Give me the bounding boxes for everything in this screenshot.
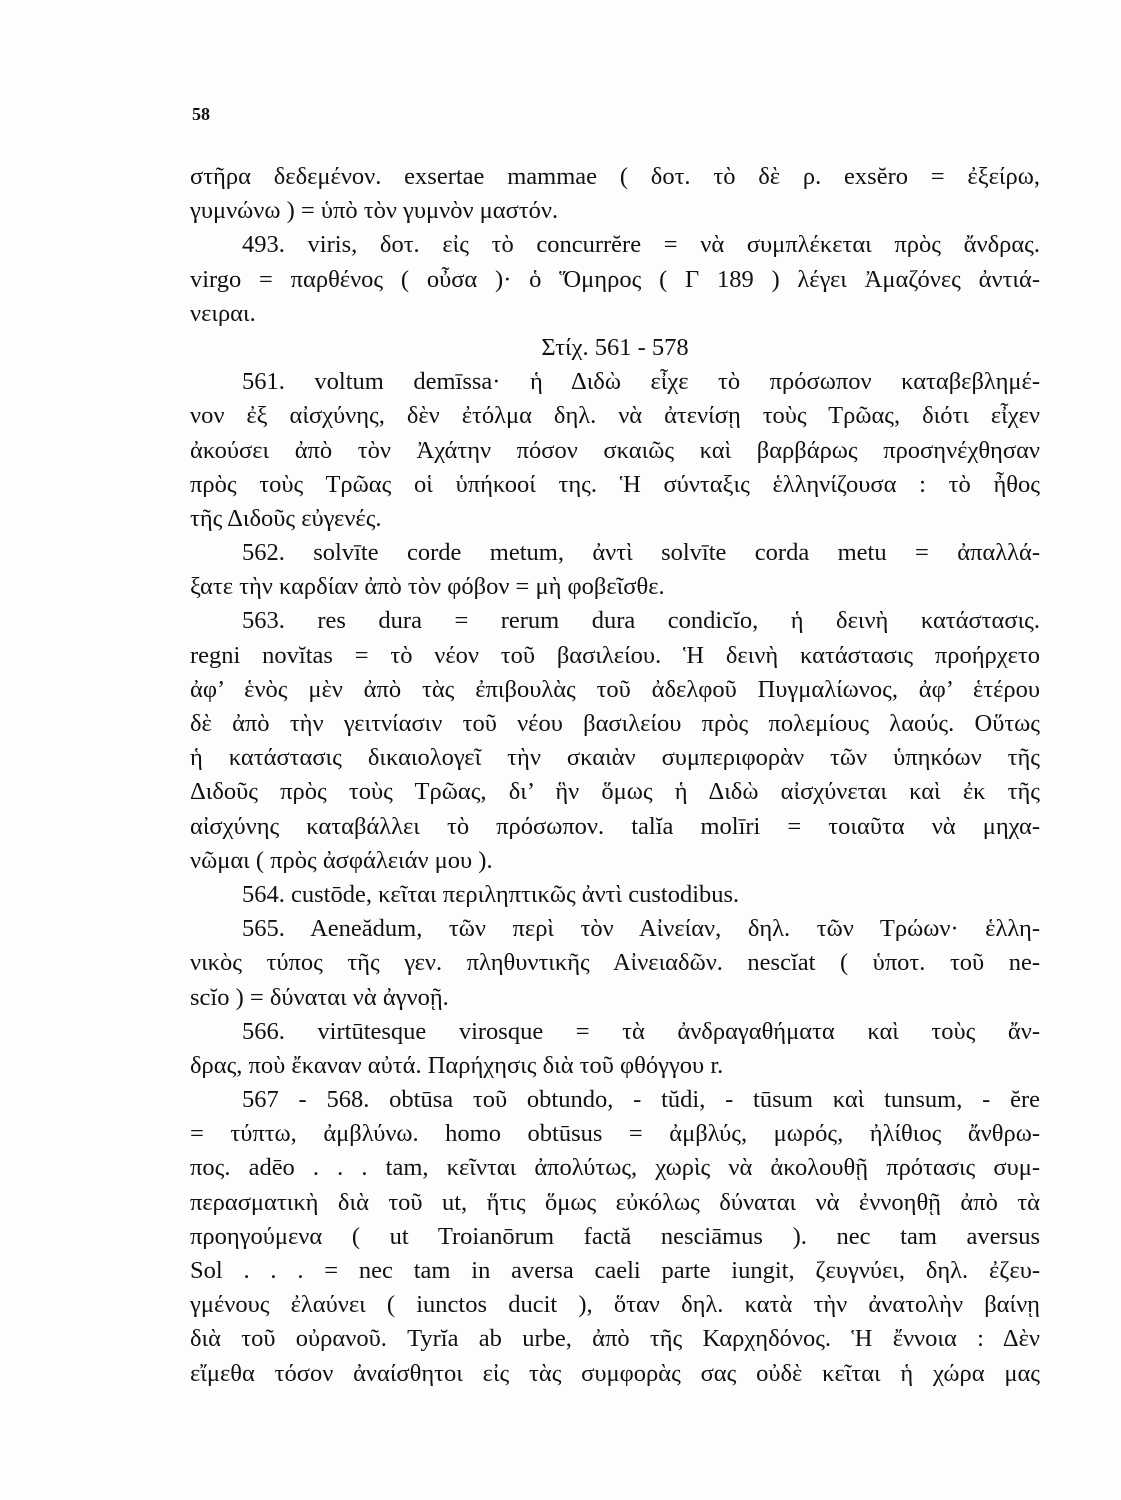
- text-line: = τύπτω, ἀμβλύνω. homo obtūsus = ἀμβλύς, μωρός, ἠλίθιος ἄνθρω-: [190, 1120, 1040, 1148]
- text-line: 564. custōde, κεῖται περιληπτικῶς ἀντὶ custodibus.: [242, 880, 740, 908]
- text-line: virgo = παρθένος ( οὖσα )· ὁ Ὅμηρος ( Γ 189 ) λέγει Ἀμαζόνες ἀντιά-: [190, 265, 1040, 293]
- text-line: νειραι.: [190, 299, 256, 327]
- text-line: γμένους ἐλαύνει ( iunctos ducit ), ὅταν δηλ. κατὰ τὴν ἀνατολὴν βαίνῃ: [190, 1291, 1040, 1319]
- text-line: περασματικὴ διὰ τοῦ ut, ἥτις ὅμως εὐκόλως δύναται νὰ ἐννοηθῇ ἀπὸ τὰ: [190, 1188, 1040, 1216]
- commentary-text: [190, 160, 1040, 1391]
- text-line: Διδοῦς πρὸς τοὺς Τρῶας, δι’ ἣν ὅμως ἡ Διδὼ αἰσχύνεται καὶ ἐκ τῆς: [190, 778, 1040, 806]
- text-line: scĭo ) = δύναται νὰ ἀγνοῇ.: [190, 983, 449, 1011]
- text-line: νῶμαι ( πρὸς ἀσφάλειάν μου ).: [190, 846, 493, 874]
- text-line: αἰσχύνης καταβάλλει τὸ πρόσωπον. talĭa molīri = τοιαῦτα νὰ μηχα-: [190, 812, 1040, 840]
- text-line: 567 - 568. obtūsa τοῦ obtundo, - tŭdi, - tūsum καὶ tunsum, - ĕre: [242, 1086, 1040, 1114]
- text-line: ξατε τὴν καρδίαν ἀπὸ τὸν φόβον = μὴ φοβεῖσθε.: [190, 573, 665, 601]
- text-line: ἀφ’ ἑνὸς μὲν ἀπὸ τὰς ἐπιβουλὰς τοῦ ἀδελφοῦ Πυγμαλίωνος, ἀφ’ ἑτέρου: [190, 675, 1040, 703]
- text-line: Sol . . . = nec tam in aversa caeli parte iungit, ζευγνύει, δηλ. ἐζευ-: [190, 1257, 1040, 1284]
- text-line: 562. solvīte corde metum, ἀντὶ solvīte corda metu = ἀπαλλά-: [242, 539, 1040, 567]
- text-line: 563. res dura = rerum dura condicĭo, ἡ δεινὴ κατάστασις.: [242, 607, 1040, 635]
- text-line: 565. Aeneădum, τῶν περὶ τὸν Αἰνείαν, δηλ. τῶν Τρώων· ἑλλη-: [242, 915, 1040, 943]
- text-line: νον ἐξ αἰσχύνης, δὲν ἐτόλμα δηλ. νὰ ἀτενίσῃ τοὺς Τρῶας, διότι εἶχεν: [190, 402, 1040, 430]
- text-line: ἀκούσει ἀπὸ τὸν Ἀχάτην πόσον σκαιῶς καὶ βαρβάρως προσηνέχθησαν: [190, 436, 1040, 464]
- page-number: 58: [192, 104, 210, 124]
- text-line: Στίχ. 561 - 578: [541, 333, 689, 361]
- text-line: εἴμεθα τόσον ἀναίσθητοι εἰς τὰς συμφορὰς σας οὐδὲ κεῖται ἡ χώρα μας: [190, 1359, 1040, 1387]
- text-line: πος. adēo . . . tam, κεῖνται ἀπολύτως, χωρὶς νὰ ἀκολουθῇ πρότασις συμ-: [190, 1154, 1040, 1182]
- text-line: προηγούμενα ( ut Troianōrum factă nesciāmus ). nec tam aversus: [190, 1222, 1040, 1250]
- text-line: πρὸς τοὺς Τρῶας οἱ ὑπήκοοί της. Ἡ σύνταξις ἑλληνίζουσα : τὸ ἦθος: [190, 470, 1040, 498]
- text-line: 493. viris, δοτ. εἰς τὸ concurrĕre = νὰ συμπλέκεται πρὸς ἄνδρας.: [242, 231, 1040, 259]
- text-line: γυμνώνω ) = ὑπὸ τὸν γυμνὸν μαστόν.: [190, 197, 559, 225]
- text-line: 566. virtūtesque virosque = τὰ ἀνδραγαθήματα καὶ τοὺς ἄν-: [242, 1017, 1040, 1045]
- text-line: δρας, ποὺ ἔκαναν αὐτά. Παρήχησις διὰ τοῦ φθόγγου r.: [190, 1051, 724, 1079]
- text-line: δὲ ἀπὸ τὴν γειτνίασιν τοῦ νέου βασιλείου πρὸς πολεμίους λαούς. Οὕτως: [190, 710, 1040, 737]
- text-line: διὰ τοῦ οὐρανοῦ. Tyrĭa ab urbe, ἀπὸ τῆς Καρχηδόνος. Ἡ ἔννοια : Δὲν: [190, 1325, 1040, 1353]
- text-line: νικὸς τύπος τῆς γεν. πληθυντικῆς Αἰνειαδῶν. nescĭat ( ὑποτ. τοῦ ne-: [190, 949, 1040, 977]
- text-line: στῆρα δεδεμένον. exsertae mammae ( δοτ. τὸ δὲ ρ. exsĕro = ἐξείρω,: [190, 163, 1040, 190]
- text-line: ἡ κατάστασις δικαιολογεῖ τὴν σκαιὰν συμπεριφορὰν τῶν ὑπηκόων τῆς: [190, 744, 1040, 772]
- text-line: regni novĭtas = τὸ νέον τοῦ βασιλείου. Ἡ δεινὴ κατάστασις προήρχετο: [190, 641, 1040, 669]
- text-line: τῆς Διδοῦς εὐγενές.: [190, 504, 382, 532]
- text-line: 561. voltum demīssa· ἡ Διδὼ εἶχε τὸ πρόσωπον καταβεβλημέ-: [242, 368, 1040, 396]
